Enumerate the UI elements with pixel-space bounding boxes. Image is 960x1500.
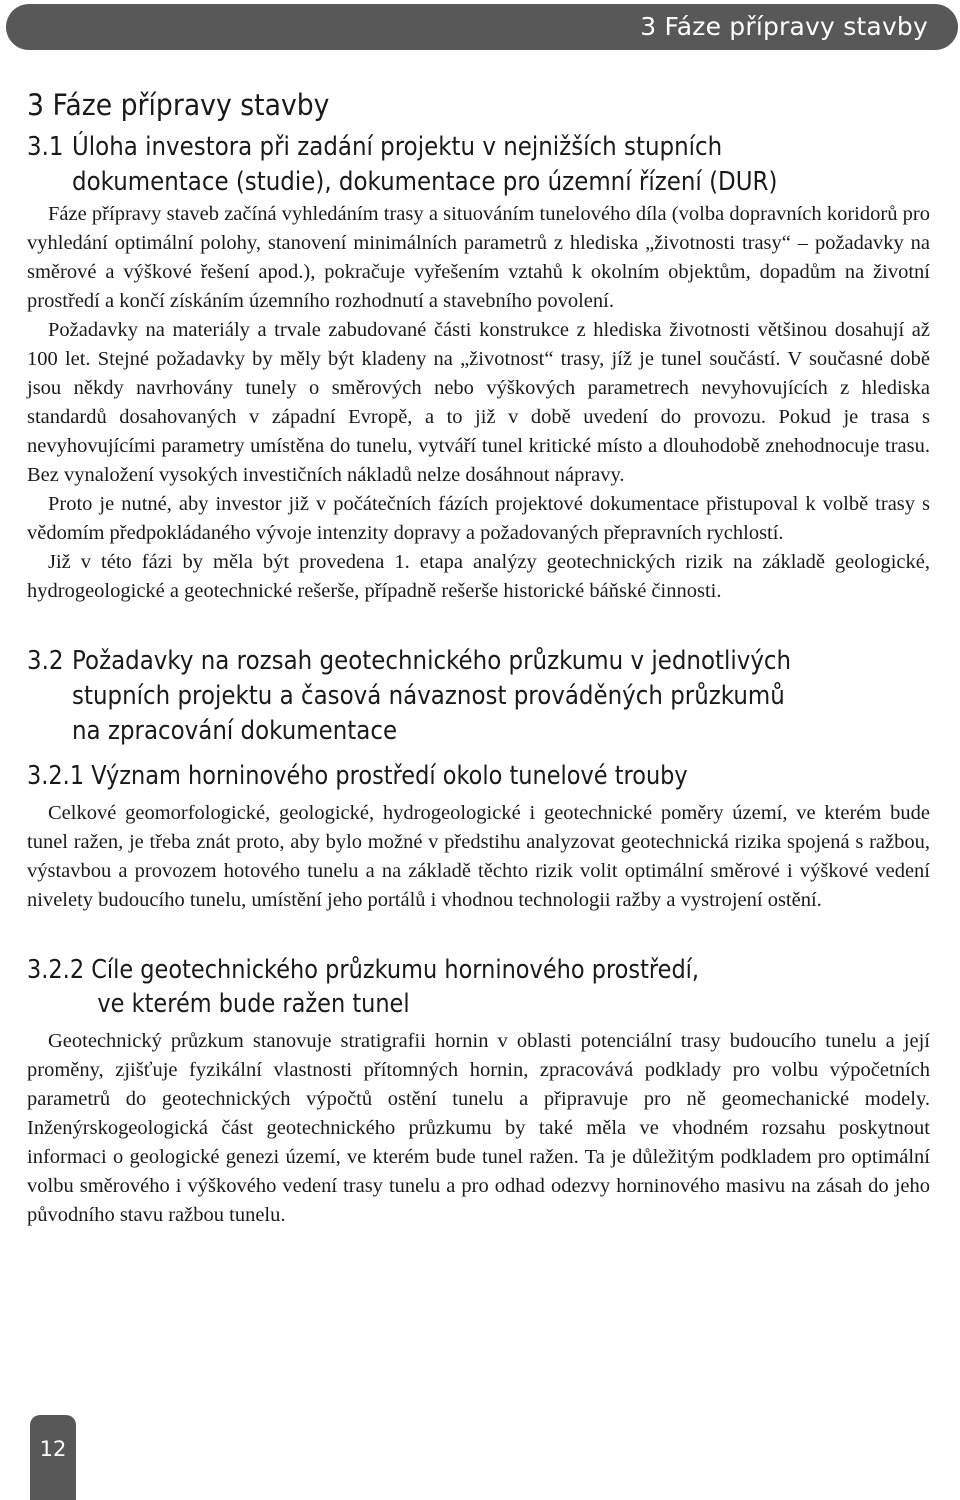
section-3-2-title-line3: na zpracování dokumentace: [72, 716, 398, 746]
section-3-2-2-heading: [27, 953, 907, 1021]
paragraph-3-1-4: Již v této fázi by měla být provedena 1. etapa analýzy geotechnických rizik na základě geologické, hydrogeologické a geotechnické rešerše, případně rešerše historické báňské činnosti.: [27, 551, 930, 602]
section-3-2-2-title-line1: 3.2.2 Cíle geotechnického průzkumu horninového prostředí,: [27, 955, 700, 985]
chapter-title: 3 Fáze přípravy stavby: [27, 88, 330, 122]
section-3-1-title-line1: Úloha investora při zadání projektu v nejnižších stupních: [72, 132, 723, 162]
section-3-2-title-line1: Požadavky na rozsah geotechnického průzkumu v jednotlivých: [72, 646, 792, 676]
section-3-2-heading: [27, 644, 927, 749]
page-number: 12: [39, 1437, 67, 1461]
section-3-2-1-heading: 3.2.1 Význam horninového prostředí okolo tunelové trouby: [27, 761, 688, 791]
paragraph-3-2-2: Geotechnický průzkum stanovuje stratigrafii hornin v oblasti potenciální trasy budoucího tunelu a její proměny, zjišťuje fyzikální vlastnosti přítomných hornin, zpracovává podklady pro volbu výpočetních parametrů do geotechnických výpočtů ostění tunelu a připravuje pro ně geomechanické modely. Inženýrskogeologická část geotechnického průzkumu by také měla ve vhodném rozsahu poskytnout informaci o geologické genezi území, ve kterém bude tunel ražen. Ta je důležitým podkladem pro optimální volbu směrového i výškového vedení trasy tunelu a pro odhad odezvy horninového masivu na zásah do jeho původního stavu ražbou tunelu.: [27, 1030, 930, 1226]
paragraph-3-1-1: Fáze přípravy staveb začíná vyhledáním trasy a situováním tunelového díla (volba dopravních koridorů pro vyhledání optimální polohy, stanovení minimálních parametrů z hlediska „životnosti trasy“ – požadavky na směrové a výškové řešení apod.), pokračuje vyřešením vztahů k okolním objektům, dopadům na životní prostředí a končí získáním územního rozhodnutí a stavebního povolení.: [27, 203, 930, 312]
page-content: [27, 86, 930, 1230]
section-3-2-number: 3.2: [27, 646, 64, 676]
paragraph-3-1-2: Požadavky na materiály a trvale zabudované části konstrukce z hlediska životnosti většinou dosahují až 100 let. Stejné požadavky by měly být kladeny na „životnost“ trasy, jíž je tunel součástí. V současné době jsou někdy navrhovány tunely o směrových nebo výškových parametrech nevyhovujících z hlediska standardů dosahovaných v západní Evropě, a to již v době uvedení do provozu. Pokud je trasa s nevyhovujícími parametry umístěna do tunelu, vytváří tunel kritické místo a dlouhodobě znehodnocuje trasu. Bez vynaložení vysokých investičních nákladů nelze dosáhnout nápravy.: [27, 319, 930, 486]
paragraph-3-1-3: Proto je nutné, aby investor již v počátečních fázích projektové dokumentace přistupoval k volbě trasy s vědomím předpokládaného vývoje intenzity dopravy a požadovaných přepravních rychlostí.: [27, 493, 930, 544]
paragraph-3-2-1: Celkové geomorfologické, geologické, hydrogeologické i geotechnické poměry území, ve kterém bude tunel ražen, je třeba znát proto, aby bylo možné v předstihu analyzovat geotechnická rizika spojená s ražbou, výstavbou a provozem hotového tunelu a na základě těchto rizik volit optimální směrové i výškové vedení nivelety budoucího tunelu, umístění jeho portálů i vhodnou technologii ražby a vystrojení ostění.: [27, 802, 930, 911]
running-header-title: 3 Fáze přípravy stavby: [640, 12, 928, 41]
section-3-2-title-line2: stupních projektu a časová návaznost prováděných průzkumů: [72, 681, 785, 711]
page-number-tab: [30, 1415, 76, 1500]
section-3-1-number: 3.1: [27, 132, 64, 162]
running-header-bar: [6, 4, 958, 50]
section-3-1-title-line2: dokumentace (studie), dokumentace pro územní řízení (DUR): [72, 167, 778, 197]
section-3-1-heading: [27, 130, 927, 200]
section-3-2-2-title-line2: ve kterém bude ražen tunel: [97, 989, 410, 1019]
